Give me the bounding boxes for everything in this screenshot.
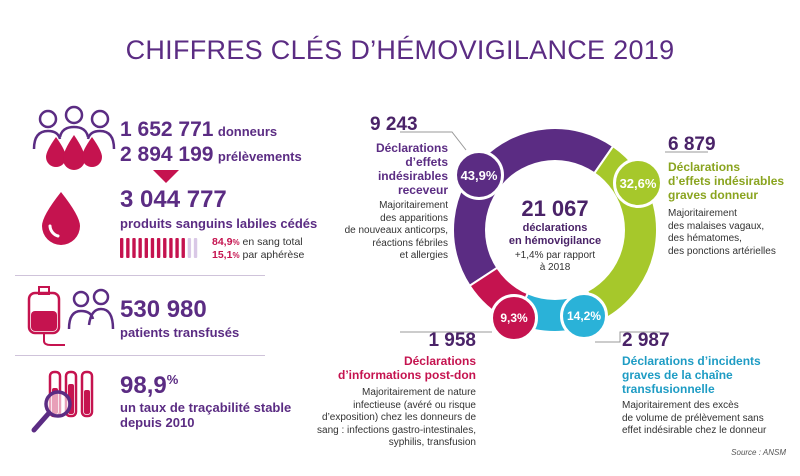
recipient-label xyxy=(330,141,448,197)
incidents-label-line: Déclarations d’incidents xyxy=(622,354,761,368)
recipient-desc-line: et allergies xyxy=(399,250,448,261)
donor-label-line: graves donneur xyxy=(668,188,759,202)
source-note: Source : ANSM xyxy=(731,448,786,457)
whole-blood-pct: 84,9 xyxy=(212,236,233,248)
center-change-2: à 2018 xyxy=(539,262,571,273)
recipient-count: 9 243 xyxy=(370,114,418,135)
incidents-desc-line: Majoritairement des excès xyxy=(622,400,739,411)
incidents-label xyxy=(622,354,792,396)
center-label-1: déclarations xyxy=(522,222,588,234)
incidents-desc xyxy=(622,400,792,438)
recipient-pct-badge: 43,9% xyxy=(454,150,504,200)
recipient-desc-line: Majoritairement xyxy=(379,200,448,211)
center-change-1: +1,4% par rapport xyxy=(514,250,596,261)
post-donation-label-line: d’informations post-don xyxy=(338,368,476,382)
post-donation-desc-line: Majoritairement de nature xyxy=(362,387,476,398)
post-donation-desc-line: d’exposition) chez les donneurs de xyxy=(322,412,476,423)
traceability-label-1: un taux de traçabilité stable xyxy=(120,400,292,415)
incidents-count: 2 987 xyxy=(622,330,670,351)
post-donation-desc-line: sang : infections gastro-intestinales, xyxy=(317,424,476,436)
donor-desc-line: des ponctions artérielles xyxy=(668,245,776,257)
recipient-desc xyxy=(318,200,448,263)
donor-pct-badge: 32,6% xyxy=(613,158,663,208)
donors-label: donneurs xyxy=(217,124,278,139)
center-label-2: en hémovigilance xyxy=(508,235,602,247)
whole-blood-label: en sang total xyxy=(242,236,303,248)
collections-value: 2 894 199 xyxy=(120,143,214,166)
products-value: 3 044 777 xyxy=(120,186,227,213)
post-donation-label-line: Déclarations xyxy=(403,354,476,368)
post-donation-label xyxy=(318,354,476,382)
donor-label xyxy=(668,160,793,202)
recipient-label-line: receveur xyxy=(397,183,448,197)
recipient-label-line: d’effets xyxy=(405,155,448,169)
incidents-label-line: graves de la chaîne xyxy=(622,368,733,382)
total-declarations: 21 067 xyxy=(521,196,589,221)
incidents-desc-line: de volume de prélèvement sans xyxy=(622,412,764,424)
donor-desc-line: des malaises vagaux, xyxy=(668,220,765,232)
patients-value: 530 980 xyxy=(120,296,207,323)
recipient-desc-line: des apparitions xyxy=(380,212,448,224)
page-title: CHIFFRES CLÉS D’HÉMOVIGILANCE 2019 xyxy=(125,35,675,65)
post-donation-count: 1 958 xyxy=(428,330,476,351)
recipient-label-line: indésirables xyxy=(377,169,448,183)
donor-desc xyxy=(668,208,796,258)
donor-label-line: Déclarations xyxy=(668,160,741,174)
collections-label: prélèvements xyxy=(217,149,302,164)
patients-label: patients transfusés xyxy=(120,325,240,340)
post-donation-pct-badge: 9,3% xyxy=(490,294,538,342)
incidents-pct-badge: 14,2% xyxy=(560,292,608,340)
traceability-label-2: depuis 2010 xyxy=(120,415,195,430)
post-donation-desc xyxy=(306,387,476,450)
traceability-pct-sign: % xyxy=(166,372,179,387)
recipient-desc-line: réactions fébriles xyxy=(372,237,448,249)
incidents-label-line: transfusionnelle xyxy=(622,382,715,396)
apheresis-label: par aphérèse xyxy=(242,249,305,261)
apheresis-pct-sign: % xyxy=(232,251,240,260)
donors-value: 1 652 771 xyxy=(120,118,214,141)
recipient-label-line: Déclarations xyxy=(375,141,448,155)
recipient-desc-line: de nouveaux anticorps, xyxy=(344,225,448,236)
donor-count: 6 879 xyxy=(668,134,716,155)
products-label: produits sanguins labiles cédés xyxy=(120,216,318,231)
post-donation-desc-line: syphilis, transfusion xyxy=(388,437,476,448)
donor-desc-line: Majoritairement xyxy=(668,208,737,219)
donor-desc-line: des hématomes, xyxy=(668,233,742,244)
incidents-desc-line: effet indésirable chez le donneur xyxy=(622,425,767,436)
apheresis-pct: 15,1 xyxy=(212,249,233,261)
traceability-number: 98,9 xyxy=(120,372,167,399)
post-donation-desc-line: infectieuse (avéré ou risque xyxy=(353,399,476,411)
whole-blood-pct-sign: % xyxy=(232,238,240,247)
donor-label-line: d’effets indésirables xyxy=(668,174,785,188)
